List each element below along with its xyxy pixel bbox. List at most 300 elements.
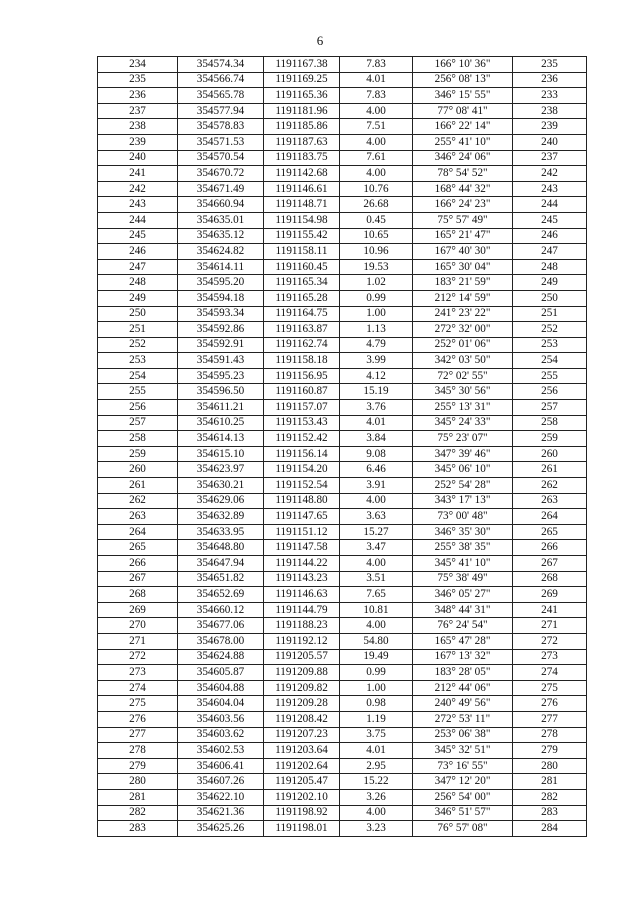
- distance-cell: 3.51: [340, 571, 413, 587]
- bearing-cell: 253° 06' 38": [413, 727, 513, 743]
- bearing-cell: 73° 16' 55": [413, 758, 513, 774]
- table-row: [98, 306, 587, 322]
- y-coordinate-cell: 1191198.01: [264, 821, 340, 837]
- table-row: [98, 134, 587, 150]
- next-point-cell: 284: [513, 821, 587, 837]
- x-coordinate-cell: 354606.41: [178, 758, 264, 774]
- y-coordinate-cell: 1191146.63: [264, 587, 340, 603]
- y-coordinate-cell: 1191153.43: [264, 415, 340, 431]
- x-coordinate-cell: 354566.74: [178, 72, 264, 88]
- table-row: [98, 556, 587, 572]
- x-coordinate-cell: 354607.26: [178, 774, 264, 790]
- y-coordinate-cell: 1191155.42: [264, 228, 340, 244]
- x-coordinate-cell: 354593.34: [178, 306, 264, 322]
- next-point-cell: 241: [513, 602, 587, 618]
- y-coordinate-cell: 1191148.80: [264, 493, 340, 509]
- bearing-cell: 272° 32' 00": [413, 322, 513, 338]
- distance-cell: 10.81: [340, 602, 413, 618]
- table-row: [98, 509, 587, 525]
- table-row: [98, 337, 587, 353]
- point-number-cell: 274: [98, 680, 178, 696]
- x-coordinate-cell: 354677.06: [178, 618, 264, 634]
- table-row: [98, 680, 587, 696]
- point-number-cell: 279: [98, 758, 178, 774]
- point-number-cell: 247: [98, 259, 178, 275]
- y-coordinate-cell: 1191202.10: [264, 789, 340, 805]
- next-point-cell: 277: [513, 711, 587, 727]
- table-row: [98, 400, 587, 416]
- y-coordinate-cell: 1191148.71: [264, 197, 340, 213]
- distance-cell: 3.99: [340, 353, 413, 369]
- x-coordinate-cell: 354578.83: [178, 119, 264, 135]
- point-number-cell: 268: [98, 587, 178, 603]
- distance-cell: 4.12: [340, 368, 413, 384]
- point-number-cell: 264: [98, 524, 178, 540]
- x-coordinate-cell: 354678.00: [178, 633, 264, 649]
- point-number-cell: 245: [98, 228, 178, 244]
- distance-cell: 4.00: [340, 103, 413, 119]
- bearing-cell: 76° 57' 08": [413, 821, 513, 837]
- x-coordinate-cell: 354611.21: [178, 400, 264, 416]
- table-row: [98, 805, 587, 821]
- point-number-cell: 270: [98, 618, 178, 634]
- point-number-cell: 256: [98, 400, 178, 416]
- bearing-cell: 166° 24' 23": [413, 197, 513, 213]
- point-number-cell: 237: [98, 103, 178, 119]
- y-coordinate-cell: 1191205.57: [264, 649, 340, 665]
- distance-cell: 0.98: [340, 696, 413, 712]
- coordinates-table-body: [98, 57, 587, 837]
- y-coordinate-cell: 1191167.38: [264, 57, 340, 73]
- point-number-cell: 259: [98, 446, 178, 462]
- next-point-cell: 255: [513, 368, 587, 384]
- distance-cell: 19.53: [340, 259, 413, 275]
- y-coordinate-cell: 1191183.75: [264, 150, 340, 166]
- bearing-cell: 165° 21' 47": [413, 228, 513, 244]
- table-row: [98, 88, 587, 104]
- point-number-cell: 262: [98, 493, 178, 509]
- distance-cell: 1.19: [340, 711, 413, 727]
- point-number-cell: 239: [98, 134, 178, 150]
- y-coordinate-cell: 1191151.12: [264, 524, 340, 540]
- y-coordinate-cell: 1191146.61: [264, 181, 340, 197]
- y-coordinate-cell: 1191198.92: [264, 805, 340, 821]
- next-point-cell: 258: [513, 415, 587, 431]
- distance-cell: 10.96: [340, 244, 413, 260]
- bearing-cell: 166° 10' 36": [413, 57, 513, 73]
- bearing-cell: 252° 01' 06": [413, 337, 513, 353]
- table-row: [98, 72, 587, 88]
- distance-cell: 19.49: [340, 649, 413, 665]
- y-coordinate-cell: 1191158.11: [264, 244, 340, 260]
- bearing-cell: 72° 02' 55": [413, 368, 513, 384]
- x-coordinate-cell: 354651.82: [178, 571, 264, 587]
- distance-cell: 4.00: [340, 556, 413, 572]
- table-row: [98, 212, 587, 228]
- table-row: [98, 244, 587, 260]
- x-coordinate-cell: 354625.26: [178, 821, 264, 837]
- x-coordinate-cell: 354670.72: [178, 166, 264, 182]
- table-row: [98, 758, 587, 774]
- next-point-cell: 262: [513, 478, 587, 494]
- bearing-cell: 345° 32' 51": [413, 743, 513, 759]
- bearing-cell: 255° 38' 35": [413, 540, 513, 556]
- bearing-cell: 348° 44' 31": [413, 602, 513, 618]
- x-coordinate-cell: 354630.21: [178, 478, 264, 494]
- next-point-cell: 263: [513, 493, 587, 509]
- bearing-cell: 168° 44' 32": [413, 181, 513, 197]
- coordinates-table: [97, 56, 587, 837]
- bearing-cell: 165° 30' 04": [413, 259, 513, 275]
- y-coordinate-cell: 1191208.42: [264, 711, 340, 727]
- page-number: 6: [316, 33, 324, 48]
- x-coordinate-cell: 354622.10: [178, 789, 264, 805]
- next-point-cell: 239: [513, 119, 587, 135]
- table-row: [98, 602, 587, 618]
- x-coordinate-cell: 354623.97: [178, 462, 264, 478]
- next-point-cell: 245: [513, 212, 587, 228]
- distance-cell: 4.01: [340, 415, 413, 431]
- y-coordinate-cell: 1191156.14: [264, 446, 340, 462]
- distance-cell: 15.22: [340, 774, 413, 790]
- bearing-cell: 76° 24' 54": [413, 618, 513, 634]
- table-row: [98, 415, 587, 431]
- table-row: [98, 353, 587, 369]
- next-point-cell: 250: [513, 290, 587, 306]
- next-point-cell: 282: [513, 789, 587, 805]
- distance-cell: 0.99: [340, 665, 413, 681]
- point-number-cell: 235: [98, 72, 178, 88]
- distance-cell: 3.75: [340, 727, 413, 743]
- next-point-cell: 264: [513, 509, 587, 525]
- bearing-cell: 345° 06' 10": [413, 462, 513, 478]
- next-point-cell: 261: [513, 462, 587, 478]
- point-number-cell: 269: [98, 602, 178, 618]
- next-point-cell: 274: [513, 665, 587, 681]
- x-coordinate-cell: 354660.94: [178, 197, 264, 213]
- point-number-cell: 250: [98, 306, 178, 322]
- distance-cell: 1.02: [340, 275, 413, 291]
- distance-cell: 2.95: [340, 758, 413, 774]
- y-coordinate-cell: 1191209.88: [264, 665, 340, 681]
- y-coordinate-cell: 1191147.58: [264, 540, 340, 556]
- x-coordinate-cell: 354602.53: [178, 743, 264, 759]
- distance-cell: 0.45: [340, 212, 413, 228]
- y-coordinate-cell: 1191154.98: [264, 212, 340, 228]
- table-row: [98, 431, 587, 447]
- distance-cell: 9.08: [340, 446, 413, 462]
- bearing-cell: 256° 54' 00": [413, 789, 513, 805]
- bearing-cell: 342° 03' 50": [413, 353, 513, 369]
- bearing-cell: 345° 30' 56": [413, 384, 513, 400]
- distance-cell: 4.00: [340, 166, 413, 182]
- bearing-cell: 346° 35' 30": [413, 524, 513, 540]
- x-coordinate-cell: 354592.86: [178, 322, 264, 338]
- point-number-cell: 267: [98, 571, 178, 587]
- x-coordinate-cell: 354635.01: [178, 212, 264, 228]
- bearing-cell: 255° 41' 10": [413, 134, 513, 150]
- point-number-cell: 258: [98, 431, 178, 447]
- next-point-cell: 247: [513, 244, 587, 260]
- x-coordinate-cell: 354610.25: [178, 415, 264, 431]
- distance-cell: 1.00: [340, 680, 413, 696]
- x-coordinate-cell: 354592.91: [178, 337, 264, 353]
- y-coordinate-cell: 1191154.20: [264, 462, 340, 478]
- bearing-cell: 166° 22' 14": [413, 119, 513, 135]
- next-point-cell: 279: [513, 743, 587, 759]
- next-point-cell: 238: [513, 103, 587, 119]
- table-row: [98, 259, 587, 275]
- y-coordinate-cell: 1191157.07: [264, 400, 340, 416]
- x-coordinate-cell: 354624.88: [178, 649, 264, 665]
- x-coordinate-cell: 354660.12: [178, 602, 264, 618]
- next-point-cell: 254: [513, 353, 587, 369]
- y-coordinate-cell: 1191209.28: [264, 696, 340, 712]
- distance-cell: 10.76: [340, 181, 413, 197]
- next-point-cell: 267: [513, 556, 587, 572]
- distance-cell: 4.01: [340, 72, 413, 88]
- x-coordinate-cell: 354596.50: [178, 384, 264, 400]
- point-number-cell: 240: [98, 150, 178, 166]
- table-row: [98, 57, 587, 73]
- table-row: [98, 290, 587, 306]
- point-number-cell: 283: [98, 821, 178, 837]
- y-coordinate-cell: 1191144.22: [264, 556, 340, 572]
- x-coordinate-cell: 354571.53: [178, 134, 264, 150]
- x-coordinate-cell: 354671.49: [178, 181, 264, 197]
- y-coordinate-cell: 1191158.18: [264, 353, 340, 369]
- distance-cell: 4.00: [340, 134, 413, 150]
- bearing-cell: 75° 38' 49": [413, 571, 513, 587]
- next-point-cell: 249: [513, 275, 587, 291]
- y-coordinate-cell: 1191181.96: [264, 103, 340, 119]
- point-number-cell: 254: [98, 368, 178, 384]
- x-coordinate-cell: 354565.78: [178, 88, 264, 104]
- y-coordinate-cell: 1191160.87: [264, 384, 340, 400]
- bearing-cell: 347° 39' 46": [413, 446, 513, 462]
- table-row: [98, 774, 587, 790]
- x-coordinate-cell: 354595.20: [178, 275, 264, 291]
- distance-cell: 3.26: [340, 789, 413, 805]
- bearing-cell: 73° 00' 48": [413, 509, 513, 525]
- point-number-cell: 265: [98, 540, 178, 556]
- distance-cell: 15.27: [340, 524, 413, 540]
- next-point-cell: 260: [513, 446, 587, 462]
- distance-cell: 4.00: [340, 618, 413, 634]
- next-point-cell: 252: [513, 322, 587, 338]
- distance-cell: 3.84: [340, 431, 413, 447]
- point-number-cell: 273: [98, 665, 178, 681]
- table-row: [98, 166, 587, 182]
- x-coordinate-cell: 354652.69: [178, 587, 264, 603]
- distance-cell: 1.00: [340, 306, 413, 322]
- y-coordinate-cell: 1191187.63: [264, 134, 340, 150]
- x-coordinate-cell: 354594.18: [178, 290, 264, 306]
- next-point-cell: 281: [513, 774, 587, 790]
- point-number-cell: 278: [98, 743, 178, 759]
- table-row: [98, 587, 587, 603]
- next-point-cell: 273: [513, 649, 587, 665]
- x-coordinate-cell: 354605.87: [178, 665, 264, 681]
- x-coordinate-cell: 354591.43: [178, 353, 264, 369]
- distance-cell: 7.65: [340, 587, 413, 603]
- point-number-cell: 255: [98, 384, 178, 400]
- x-coordinate-cell: 354570.54: [178, 150, 264, 166]
- table-row: [98, 711, 587, 727]
- distance-cell: 26.68: [340, 197, 413, 213]
- bearing-cell: 212° 44' 06": [413, 680, 513, 696]
- distance-cell: 15.19: [340, 384, 413, 400]
- next-point-cell: 272: [513, 633, 587, 649]
- next-point-cell: 244: [513, 197, 587, 213]
- bearing-cell: 343° 17' 13": [413, 493, 513, 509]
- distance-cell: 3.63: [340, 509, 413, 525]
- table-row: [98, 384, 587, 400]
- point-number-cell: 257: [98, 415, 178, 431]
- y-coordinate-cell: 1191163.87: [264, 322, 340, 338]
- point-number-cell: 275: [98, 696, 178, 712]
- distance-cell: 3.91: [340, 478, 413, 494]
- y-coordinate-cell: 1191164.75: [264, 306, 340, 322]
- x-coordinate-cell: 354603.62: [178, 727, 264, 743]
- distance-cell: 4.01: [340, 743, 413, 759]
- table-row: [98, 322, 587, 338]
- next-point-cell: 253: [513, 337, 587, 353]
- y-coordinate-cell: 1191192.12: [264, 633, 340, 649]
- point-number-cell: 242: [98, 181, 178, 197]
- point-number-cell: 241: [98, 166, 178, 182]
- table-row: [98, 493, 587, 509]
- point-number-cell: 246: [98, 244, 178, 260]
- point-number-cell: 282: [98, 805, 178, 821]
- table-row: [98, 743, 587, 759]
- bearing-cell: 346° 51' 57": [413, 805, 513, 821]
- point-number-cell: 277: [98, 727, 178, 743]
- distance-cell: 7.61: [340, 150, 413, 166]
- y-coordinate-cell: 1191165.28: [264, 290, 340, 306]
- bearing-cell: 272° 53' 11": [413, 711, 513, 727]
- table-row: [98, 618, 587, 634]
- distance-cell: 0.99: [340, 290, 413, 306]
- bearing-cell: 345° 41' 10": [413, 556, 513, 572]
- table-row: [98, 368, 587, 384]
- point-number-cell: 252: [98, 337, 178, 353]
- point-number-cell: 249: [98, 290, 178, 306]
- bearing-cell: 345° 24' 33": [413, 415, 513, 431]
- next-point-cell: 237: [513, 150, 587, 166]
- distance-cell: 4.00: [340, 805, 413, 821]
- x-coordinate-cell: 354648.80: [178, 540, 264, 556]
- table-row: [98, 103, 587, 119]
- next-point-cell: 236: [513, 72, 587, 88]
- point-number-cell: 238: [98, 119, 178, 135]
- distance-cell: 6.46: [340, 462, 413, 478]
- x-coordinate-cell: 354647.94: [178, 556, 264, 572]
- x-coordinate-cell: 354633.95: [178, 524, 264, 540]
- table-row: [98, 119, 587, 135]
- y-coordinate-cell: 1191156.95: [264, 368, 340, 384]
- next-point-cell: 269: [513, 587, 587, 603]
- bearing-cell: 77° 08' 41": [413, 103, 513, 119]
- table-row: [98, 789, 587, 805]
- point-number-cell: 260: [98, 462, 178, 478]
- y-coordinate-cell: 1191203.64: [264, 743, 340, 759]
- next-point-cell: 278: [513, 727, 587, 743]
- next-point-cell: 265: [513, 524, 587, 540]
- bearing-cell: 183° 28' 05": [413, 665, 513, 681]
- distance-cell: 3.47: [340, 540, 413, 556]
- point-number-cell: 244: [98, 212, 178, 228]
- x-coordinate-cell: 354635.12: [178, 228, 264, 244]
- distance-cell: 4.79: [340, 337, 413, 353]
- next-point-cell: 246: [513, 228, 587, 244]
- bearing-cell: 75° 23' 07": [413, 431, 513, 447]
- table-row: [98, 150, 587, 166]
- bearing-cell: 347° 12' 20": [413, 774, 513, 790]
- point-number-cell: 276: [98, 711, 178, 727]
- bearing-cell: 346° 05' 27": [413, 587, 513, 603]
- table-row: [98, 197, 587, 213]
- table-row: [98, 524, 587, 540]
- point-number-cell: 253: [98, 353, 178, 369]
- bearing-cell: 240° 49' 56": [413, 696, 513, 712]
- bearing-cell: 212° 14' 59": [413, 290, 513, 306]
- table-row: [98, 633, 587, 649]
- next-point-cell: 259: [513, 431, 587, 447]
- table-row: [98, 228, 587, 244]
- y-coordinate-cell: 1191188.23: [264, 618, 340, 634]
- bearing-cell: 255° 13' 31": [413, 400, 513, 416]
- next-point-cell: 248: [513, 259, 587, 275]
- y-coordinate-cell: 1191142.68: [264, 166, 340, 182]
- table-row: [98, 649, 587, 665]
- table-row: [98, 478, 587, 494]
- table-row: [98, 665, 587, 681]
- bearing-cell: 75° 57' 49": [413, 212, 513, 228]
- x-coordinate-cell: 354614.11: [178, 259, 264, 275]
- y-coordinate-cell: 1191160.45: [264, 259, 340, 275]
- bearing-cell: 78° 54' 52": [413, 166, 513, 182]
- y-coordinate-cell: 1191165.36: [264, 88, 340, 104]
- bearing-cell: 241° 23' 22": [413, 306, 513, 322]
- next-point-cell: 243: [513, 181, 587, 197]
- distance-cell: 54.80: [340, 633, 413, 649]
- x-coordinate-cell: 354574.34: [178, 57, 264, 73]
- y-coordinate-cell: 1191185.86: [264, 119, 340, 135]
- next-point-cell: 276: [513, 696, 587, 712]
- x-coordinate-cell: 354595.23: [178, 368, 264, 384]
- point-number-cell: 266: [98, 556, 178, 572]
- y-coordinate-cell: 1191209.82: [264, 680, 340, 696]
- point-number-cell: 271: [98, 633, 178, 649]
- next-point-cell: 240: [513, 134, 587, 150]
- distance-cell: 10.65: [340, 228, 413, 244]
- x-coordinate-cell: 354604.88: [178, 680, 264, 696]
- y-coordinate-cell: 1191143.23: [264, 571, 340, 587]
- distance-cell: 3.23: [340, 821, 413, 837]
- next-point-cell: 283: [513, 805, 587, 821]
- distance-cell: 4.00: [340, 493, 413, 509]
- next-point-cell: 233: [513, 88, 587, 104]
- y-coordinate-cell: 1191144.79: [264, 602, 340, 618]
- next-point-cell: 242: [513, 166, 587, 182]
- bearing-cell: 256° 08' 13": [413, 72, 513, 88]
- table-row: [98, 181, 587, 197]
- point-number-cell: 248: [98, 275, 178, 291]
- point-number-cell: 263: [98, 509, 178, 525]
- distance-cell: 1.13: [340, 322, 413, 338]
- table-row: [98, 727, 587, 743]
